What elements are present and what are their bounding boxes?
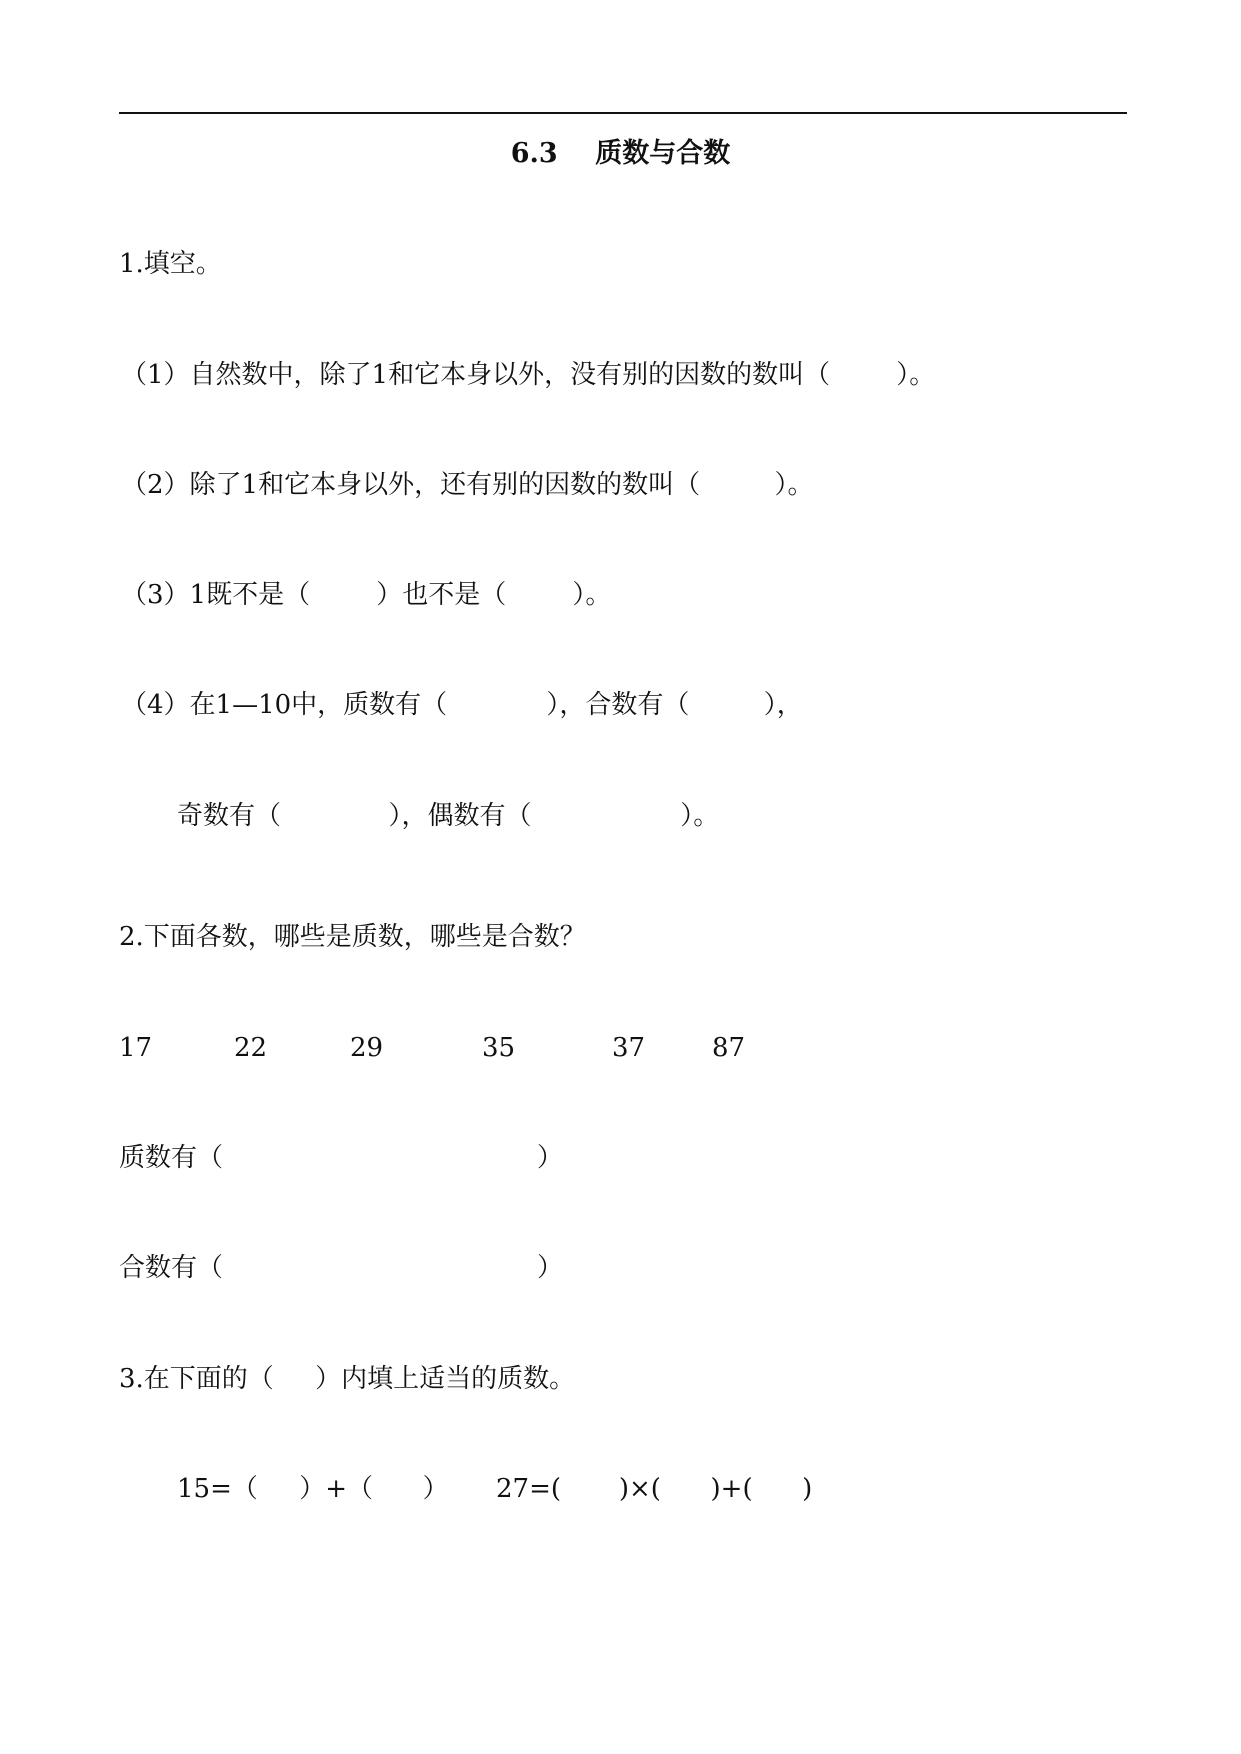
header-rule <box>119 112 1127 114</box>
question-2-heading: 2.下面各数，哪些是质数，哪些是合数？ <box>119 922 586 952</box>
number-item: 87 <box>712 1033 746 1063</box>
question-1-item-4-continued: 奇数有（ ），偶数有（ ）。 <box>177 801 720 831</box>
page-title: 6.3 质数与合数 <box>510 138 731 169</box>
composite-numbers-line: 合数有（ ） <box>119 1253 564 1283</box>
prime-numbers-line: 质数有（ ） <box>119 1143 564 1173</box>
equation-15: 15=（ ）+（ ） <box>177 1474 449 1504</box>
question-1-item-2: （2）除了1和它本身以外，还有别的因数的数叫（ ）。 <box>121 470 814 500</box>
number-item: 37 <box>612 1033 646 1063</box>
question-1-item-1: （1）自然数中，除了1和它本身以外，没有别的因数的数叫（ ）。 <box>121 360 936 390</box>
number-item: 22 <box>234 1033 268 1063</box>
equation-27: 27=( )×( )+( ) <box>496 1474 813 1504</box>
question-1-heading: 1.填空。 <box>119 249 222 279</box>
number-item: 17 <box>119 1033 153 1063</box>
question-1-item-4: （4）在1—10中，质数有（ ），合数有（ ）， <box>121 690 803 720</box>
number-item: 29 <box>350 1033 384 1063</box>
number-item: 35 <box>482 1033 516 1063</box>
question-1-item-3: （3）1既不是（ ）也不是（ ）。 <box>121 580 612 610</box>
question-3-heading: 3.在下面的（ ）内填上适当的质数。 <box>119 1364 576 1394</box>
